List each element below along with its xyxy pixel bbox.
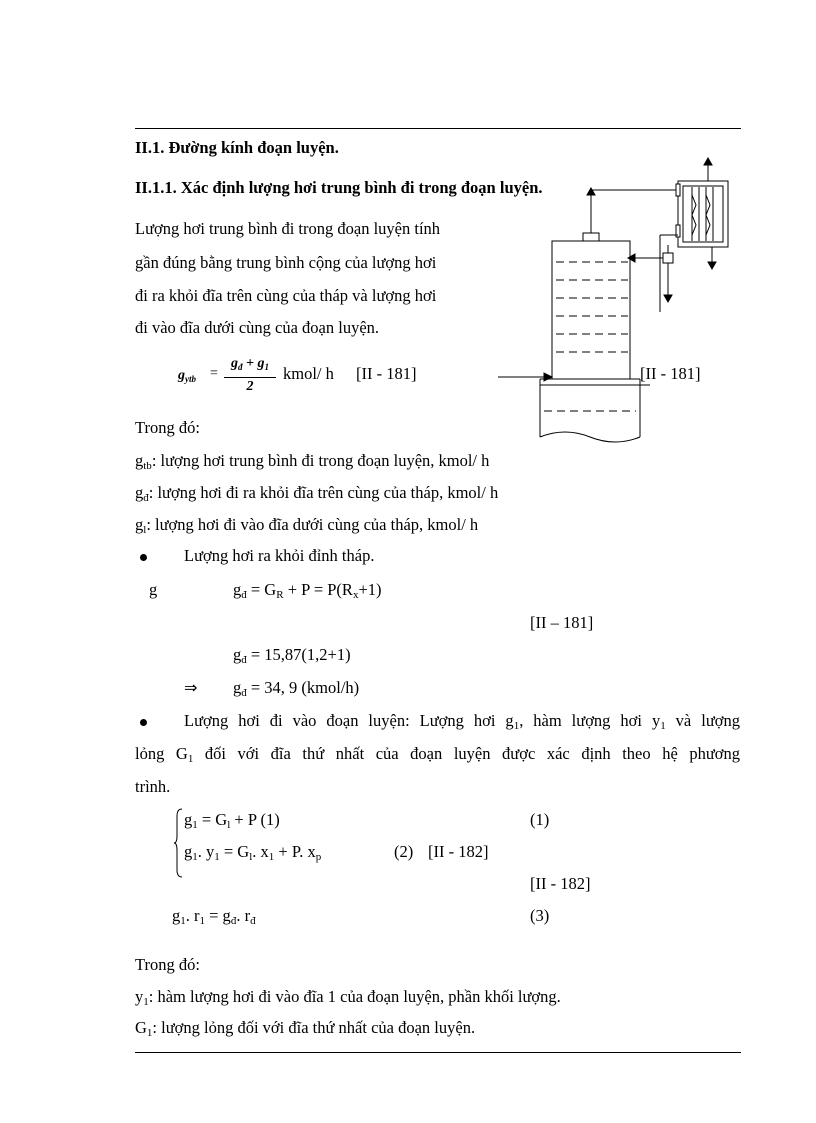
bullet-icon — [140, 554, 147, 561]
section-heading: II.1. Đường kính đoạn luyện. — [135, 138, 339, 157]
definition-gd: $g_đ$: lượng hơi đi ra khỏi đĩa trên cùng của tháp, kmol/ h — [135, 483, 499, 504]
equation-gd-result: $g_đ = 34$, 9 (kmol/h) — [233, 678, 360, 699]
definition-y1: $y_1$: hàm lượng hơi đi vào đĩa 1 của đoạn luyện, phần khối lượng. — [135, 987, 561, 1008]
definition-gl: $g_l$: lượng hơi đi vào đĩa dưới cùng của tháp, kmol/ h — [135, 515, 479, 536]
formula-reference: [II - 181] — [356, 364, 417, 383]
formula-denominator: 2 — [246, 379, 254, 394]
arrow-down-icon — [708, 262, 716, 269]
bullet-top-vapor: Lượng hơi ra khỏi đỉnh tháp. — [184, 546, 375, 565]
system-equation-2-number: (2) — [394, 842, 414, 861]
fraction-bar — [224, 377, 276, 378]
bullet-entering-vapor-line-2: lỏng $G_1$ đối với đĩa thứ nhất của đoạn luyện được xác định theo hệ phương — [135, 744, 740, 765]
formula-reference-right: [II - 181] — [640, 364, 701, 383]
bullet-icon — [140, 719, 147, 726]
distillate-arrow-icon — [664, 295, 672, 302]
system-equation-1: $g_1 = G_l + P$ (1) — [184, 810, 280, 831]
condenser — [678, 181, 728, 247]
feed-arrow-icon — [544, 373, 552, 381]
bullet-entering-vapor-line-1: Lượng hơi đi vào đoạn luyện: Lượng hơi $g_1$, hàm lượng hơi $y_1$ và lượng — [184, 711, 740, 732]
stray-symbol: g — [149, 580, 158, 599]
equation-3: $g_1$. $r_1 = g_đ$. $r_đ$ — [172, 906, 256, 927]
formula-unit: kmol/ h — [283, 364, 334, 383]
equation-gd-substituted: $g_đ = 15,87(1,2+1)$ — [233, 645, 351, 666]
system-brace — [174, 808, 182, 878]
arrow-up-icon — [704, 158, 712, 165]
definition-gtb: $g_{tb}$: lượng hơi trung bình đi trong đoạn luyện, kmol/ h — [135, 451, 490, 472]
intro-line-2: gần đúng bằng trung bình cộng của lượng hơi — [135, 253, 437, 272]
formula-numerator: $g_đ + g_1$ — [231, 356, 269, 372]
bullet-entering-vapor-line-3: trình. — [135, 777, 171, 796]
formula-equals: = — [210, 366, 218, 381]
definition-G1: $G_1$: lượng lỏng đối với đĩa thứ nhất của đoạn luyện. — [135, 1018, 476, 1039]
subsection-heading: II.1.1. Xác định lượng hơi trung bình đi trong đoạn luyện. — [135, 178, 543, 197]
intro-line-1: Lượng hơi trung bình đi trong đoạn luyện tính — [135, 219, 441, 238]
equation-gd-reference: [II – 181] — [530, 613, 594, 632]
footer-rule — [135, 1052, 741, 1053]
header-rule — [135, 128, 741, 129]
implies-arrow-icon: ⇒ — [184, 678, 198, 697]
where-label-2: Trong đó: — [135, 955, 200, 974]
distillation-column-diagram — [480, 155, 740, 445]
equation-gd-general: $g_đ = G_R + P = P(R_x+1)$ — [233, 580, 382, 601]
intro-line-4: đi vào đĩa dưới cùng của đoạn luyện. — [135, 318, 380, 337]
intro-line-3: đi ra khỏi đĩa trên cùng của tháp và lượng hơi — [135, 286, 437, 305]
system-equation-1-number: (1) — [530, 810, 550, 829]
system-reference: [II - 182] — [530, 874, 591, 893]
formula-lhs: $g_{ytb}$ — [178, 368, 196, 384]
system-equation-2: $g_1$. $y_1 = G_l$. $x_1 + P$. $x_p$ — [184, 842, 322, 863]
where-label-1: Trong đó: — [135, 418, 200, 437]
system-equation-2-reference: [II - 182] — [428, 842, 489, 861]
equation-3-number: (3) — [530, 906, 550, 925]
